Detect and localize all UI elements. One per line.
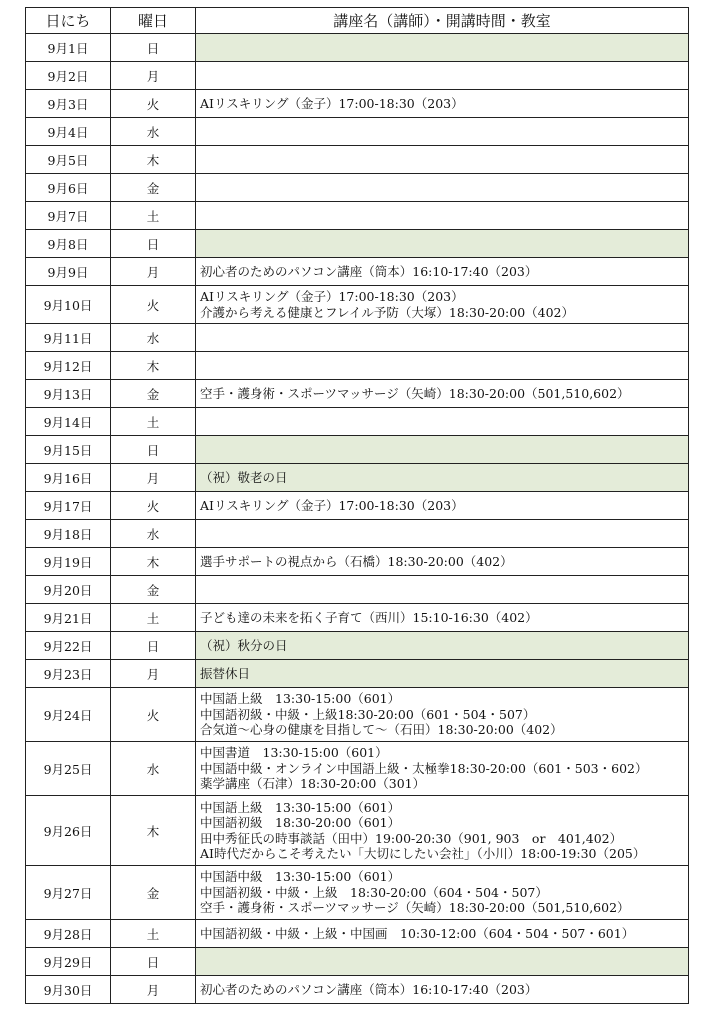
row-courses [196, 976, 689, 1004]
row-weekday: 火 [111, 688, 196, 742]
row-courses [196, 520, 689, 548]
row-weekday: 金 [111, 174, 196, 202]
row-date: 9月28日 [26, 920, 111, 948]
row-weekday: 木 [111, 352, 196, 380]
course-line: 田中秀征氏の時事談話（田中）19:00-20:30（901, 903 or 401,402） [200, 830, 623, 846]
row-date: 9月18日 [26, 520, 111, 548]
row-weekday: 金 [111, 866, 196, 920]
row-weekday: 木 [111, 796, 196, 866]
row-courses [196, 688, 689, 742]
course-line: 中国語初級・中級・上級 18:30-20:00（604・504・507） [200, 884, 548, 900]
course-line: 子ども達の未来を拓く子育て（西川）15:10-16:30（402） [200, 609, 538, 625]
row-courses [196, 62, 689, 90]
table-row [26, 62, 689, 90]
row-courses [196, 408, 689, 436]
row-date: 9月5日 [26, 146, 111, 174]
table-row [26, 230, 689, 258]
course-line: 中国語上級 13:30-15:00（601） [200, 691, 401, 707]
row-date: 9月16日 [26, 464, 111, 492]
row-courses [196, 202, 689, 230]
row-weekday: 土 [111, 408, 196, 436]
table-row [26, 520, 689, 548]
row-courses [196, 742, 689, 796]
row-courses [196, 436, 689, 464]
row-weekday: 金 [111, 380, 196, 408]
course-line: 合気道～心身の健康を目指して～（石田）18:30-20:00（402） [200, 722, 563, 738]
table-row [26, 548, 689, 576]
row-date: 9月6日 [26, 174, 111, 202]
header-row [26, 8, 689, 34]
schedule-table [25, 7, 689, 1004]
row-weekday: 水 [111, 324, 196, 352]
row-date: 9月21日 [26, 604, 111, 632]
table-row [26, 660, 689, 688]
course-line: 中国語初級・中級・上級・中国画 10:30-12:00（604・504・507・601） [200, 925, 635, 941]
row-courses [196, 632, 689, 660]
row-date: 9月25日 [26, 742, 111, 796]
row-courses [196, 866, 689, 920]
table-row [26, 866, 689, 920]
row-weekday: 月 [111, 258, 196, 286]
course-line: AI時代だからこそ考えたい「大切にしたい会社」（小川）18:00-19:30（205） [200, 846, 646, 861]
row-courses [196, 380, 689, 408]
course-line: 中国語中級 13:30-15:00（601） [200, 869, 401, 885]
row-weekday: 火 [111, 90, 196, 118]
course-line: 空手・護身術・スポーツマッサージ（矢崎）18:30-20:00（501,510,602） [200, 900, 630, 916]
row-weekday: 火 [111, 286, 196, 324]
table-row [26, 576, 689, 604]
row-date: 9月14日 [26, 408, 111, 436]
row-courses [196, 796, 689, 866]
row-courses [196, 230, 689, 258]
row-date: 9月29日 [26, 948, 111, 976]
header-date: 日にち [26, 8, 111, 34]
table-row [26, 352, 689, 380]
row-weekday: 土 [111, 604, 196, 632]
row-weekday: 水 [111, 742, 196, 796]
row-courses [196, 604, 689, 632]
row-weekday: 土 [111, 920, 196, 948]
row-date: 9月1日 [26, 34, 111, 62]
table-row [26, 632, 689, 660]
row-weekday: 木 [111, 146, 196, 174]
row-courses [196, 174, 689, 202]
course-line: 空手・護身術・スポーツマッサージ（矢崎）18:30-20:00（501,510,602） [200, 385, 630, 401]
course-line: 介護から考える健康とフレイル予防（大塚）18:30-20:00（402） [200, 304, 575, 320]
table-row [26, 146, 689, 174]
table-row [26, 688, 689, 742]
row-date: 9月27日 [26, 866, 111, 920]
row-date: 9月9日 [26, 258, 111, 286]
row-courses [196, 920, 689, 948]
row-date: 9月12日 [26, 352, 111, 380]
table-row [26, 976, 689, 1004]
course-line: 初心者のためのパソコン講座（筒本）16:10-17:40（203） [200, 263, 538, 279]
row-weekday: 水 [111, 118, 196, 146]
row-courses [196, 258, 689, 286]
row-date: 9月2日 [26, 62, 111, 90]
row-weekday: 土 [111, 202, 196, 230]
row-courses [196, 352, 689, 380]
row-date: 9月26日 [26, 796, 111, 866]
row-date: 9月4日 [26, 118, 111, 146]
table-row [26, 464, 689, 492]
course-line: 中国語中級・オンライン中国語上級・太極拳18:30-20:00（601・503・602） [200, 760, 648, 776]
row-weekday: 月 [111, 976, 196, 1004]
course-line: （祝）敬老の日 [200, 469, 288, 485]
row-weekday: 月 [111, 464, 196, 492]
header-day: 曜日 [111, 8, 196, 34]
row-weekday: 金 [111, 576, 196, 604]
row-weekday: 日 [111, 436, 196, 464]
table-row [26, 796, 689, 866]
row-courses [196, 548, 689, 576]
row-weekday: 日 [111, 948, 196, 976]
course-line: 振替休日 [200, 665, 251, 681]
row-date: 9月19日 [26, 548, 111, 576]
row-courses [196, 90, 689, 118]
row-date: 9月22日 [26, 632, 111, 660]
table-row [26, 604, 689, 632]
row-courses [196, 146, 689, 174]
table-row [26, 90, 689, 118]
course-line: AIリスキリング（金子）17:00-18:30（203） [200, 289, 464, 304]
row-courses [196, 948, 689, 976]
row-weekday: 水 [111, 520, 196, 548]
schedule-body [26, 34, 689, 1004]
table-row [26, 286, 689, 324]
course-line: AIリスキリング（金子）17:00-18:30（203） [200, 95, 464, 111]
course-line: AIリスキリング（金子）17:00-18:30（203） [200, 497, 464, 513]
row-courses [196, 324, 689, 352]
table-row [26, 380, 689, 408]
row-date: 9月17日 [26, 492, 111, 520]
row-courses [196, 286, 689, 324]
table-row [26, 174, 689, 202]
row-date: 9月23日 [26, 660, 111, 688]
course-line: 中国語上級 13:30-15:00（601） [200, 799, 401, 815]
course-line: 中国書道 13:30-15:00（601） [200, 745, 388, 761]
table-row [26, 436, 689, 464]
row-courses [196, 464, 689, 492]
table-row [26, 492, 689, 520]
row-courses [196, 576, 689, 604]
course-line: 中国語初級 18:30-20:00（601） [200, 815, 401, 830]
row-courses [196, 492, 689, 520]
course-line: 薬学講座（石津）18:30-20:00（301） [200, 776, 426, 792]
table-row [26, 742, 689, 796]
row-date: 9月30日 [26, 976, 111, 1004]
table-row [26, 408, 689, 436]
row-date: 9月3日 [26, 90, 111, 118]
row-date: 9月7日 [26, 202, 111, 230]
course-line: 初心者のためのパソコン講座（筒本）16:10-17:40（203） [200, 981, 538, 997]
row-date: 9月20日 [26, 576, 111, 604]
course-line: 中国語初級・中級・上級18:30-20:00（601・504・507） [200, 706, 536, 722]
table-row [26, 258, 689, 286]
table-row [26, 920, 689, 948]
row-weekday: 日 [111, 632, 196, 660]
row-date: 9月8日 [26, 230, 111, 258]
row-courses [196, 34, 689, 62]
table-row [26, 118, 689, 146]
row-weekday: 日 [111, 34, 196, 62]
header-course: 講座名（講師）・開講時間・教室 [196, 8, 689, 34]
row-date: 9月11日 [26, 324, 111, 352]
row-date: 9月10日 [26, 286, 111, 324]
course-line: （祝）秋分の日 [200, 637, 288, 653]
row-weekday: 月 [111, 62, 196, 90]
row-date: 9月24日 [26, 688, 111, 742]
row-weekday: 月 [111, 660, 196, 688]
row-weekday: 木 [111, 548, 196, 576]
course-line: 選手サポートの視点から（石橋）18:30-20:00（402） [200, 553, 513, 569]
table-row [26, 948, 689, 976]
row-weekday: 火 [111, 492, 196, 520]
row-date: 9月15日 [26, 436, 111, 464]
table-row [26, 324, 689, 352]
row-courses [196, 118, 689, 146]
table-row [26, 34, 689, 62]
row-date: 9月13日 [26, 380, 111, 408]
row-weekday: 日 [111, 230, 196, 258]
table-row [26, 202, 689, 230]
row-courses [196, 660, 689, 688]
